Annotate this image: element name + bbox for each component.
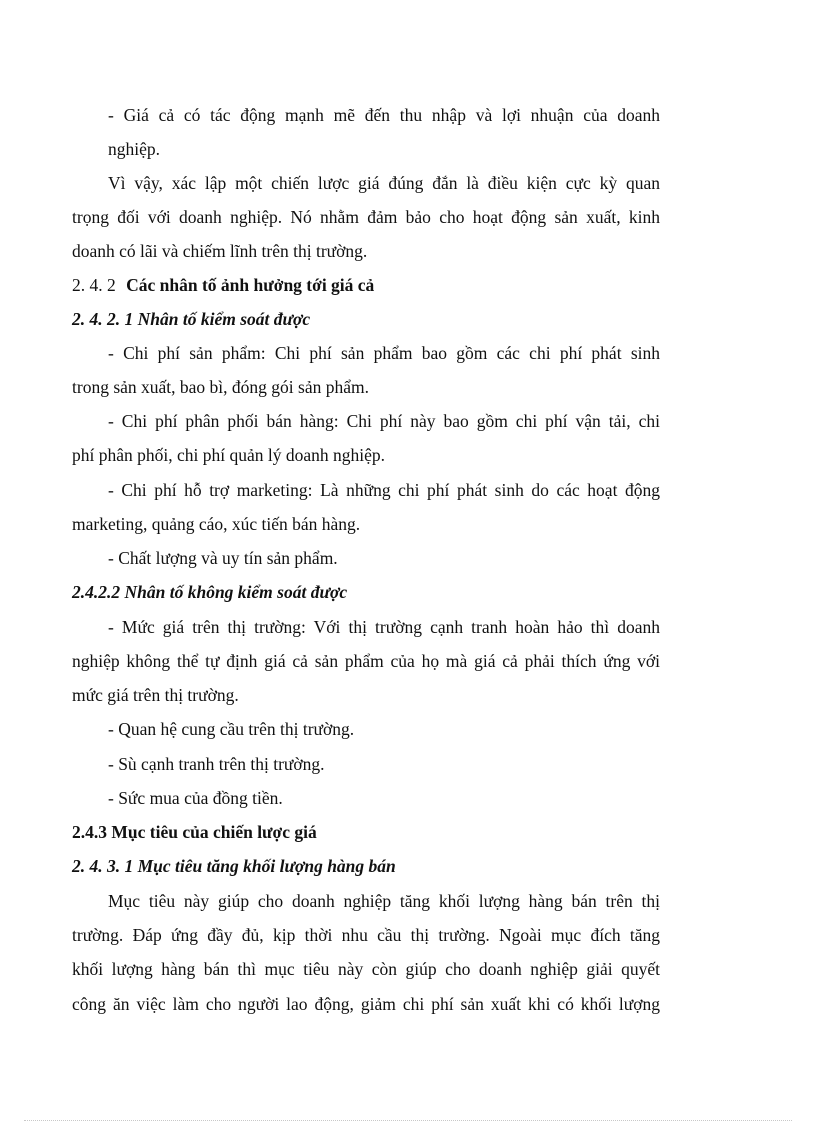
subsection-heading-2-4-2-1: 2. 4. 2. 1 Nhân tố kiểm soát được — [72, 309, 311, 329]
paragraph-line: - Chất lượng và uy tín sản phẩm. — [108, 548, 338, 568]
paragraph-line: - Sức mua của đồng tiền. — [108, 788, 283, 808]
paragraph-line: trong sản xuất, bao bì, đóng gói sản phẩm. — [72, 377, 369, 397]
paragraph-line: trọng đối với doanh nghiệp. Nó nhằm đảm bảo cho hoạt động sản xuất, kinh — [72, 207, 660, 227]
paragraph-line: - Chi phí hỗ trợ marketing: Là những chi phí phát sinh do các hoạt động — [108, 480, 660, 500]
section-title: Các nhân tố ảnh hưởng tới giá cả — [126, 275, 375, 295]
page-bottom-divider — [24, 1120, 792, 1121]
paragraph-line: - Mức giá trên thị trường: Với thị trường cạnh tranh hoàn hảo thì doanh — [108, 617, 660, 637]
paragraph-line: doanh có lãi và chiếm lĩnh trên thị trường. — [72, 241, 368, 261]
paragraph-line: công ăn việc làm cho người lao động, giảm chi phí sản xuất khi có khối lượng — [72, 994, 660, 1014]
paragraph-line: marketing, quảng cáo, xúc tiến bán hàng. — [72, 514, 361, 534]
subsection-heading-2-4-3-1: 2. 4. 3. 1 Mục tiêu tăng khối lượng hàng bán — [72, 856, 396, 876]
paragraph-line: - Quan hệ cung cầu trên thị trường. — [108, 719, 355, 739]
paragraph-line: phí phân phối, chi phí quản lý doanh nghiệp. — [72, 445, 386, 465]
paragraph-line: mức giá trên thị trường. — [72, 685, 239, 705]
paragraph-line: - Giá cả có tác động mạnh mẽ đến thu nhập và lợi nhuận của doanh — [108, 105, 660, 125]
paragraph-line: - Chi phí sản phẩm: Chi phí sản phẩm bao gồm các chi phí phát sinh — [108, 343, 660, 363]
paragraph-line: Mục tiêu này giúp cho doanh nghiệp tăng khối lượng hàng bán trên thị — [108, 891, 660, 911]
section-heading-2-4-2 — [72, 274, 374, 296]
section-number: 2. 4. 2 — [72, 275, 116, 295]
section-heading-2-4-3: 2.4.3 Mục tiêu của chiến lược giá — [72, 822, 317, 842]
paragraph-line: - Sù cạnh tranh trên thị trường. — [108, 754, 325, 774]
paragraph-line: nghiệp không thể tự định giá cả sản phẩm của họ mà giá cả phải thích ứng với — [72, 651, 660, 671]
paragraph-line: Vì vậy, xác lập một chiến lược giá đúng đắn là điều kiện cực kỳ quan — [108, 173, 660, 193]
paragraph-line: nghiệp. — [108, 139, 161, 159]
paragraph-line: trường. Đáp ứng đầy đủ, kịp thời nhu cầu thị trường. Ngoài mục đích tăng — [72, 925, 660, 945]
paragraph-line: - Chi phí phân phối bán hàng: Chi phí này bao gồm chi phí vận tải, chi — [108, 411, 660, 431]
subsection-heading-2-4-2-2: 2.4.2.2 Nhân tố không kiểm soát được — [72, 582, 348, 602]
paragraph-line: khối lượng hàng bán thì mục tiêu này còn giúp cho doanh nghiệp giải quyết — [72, 959, 660, 979]
